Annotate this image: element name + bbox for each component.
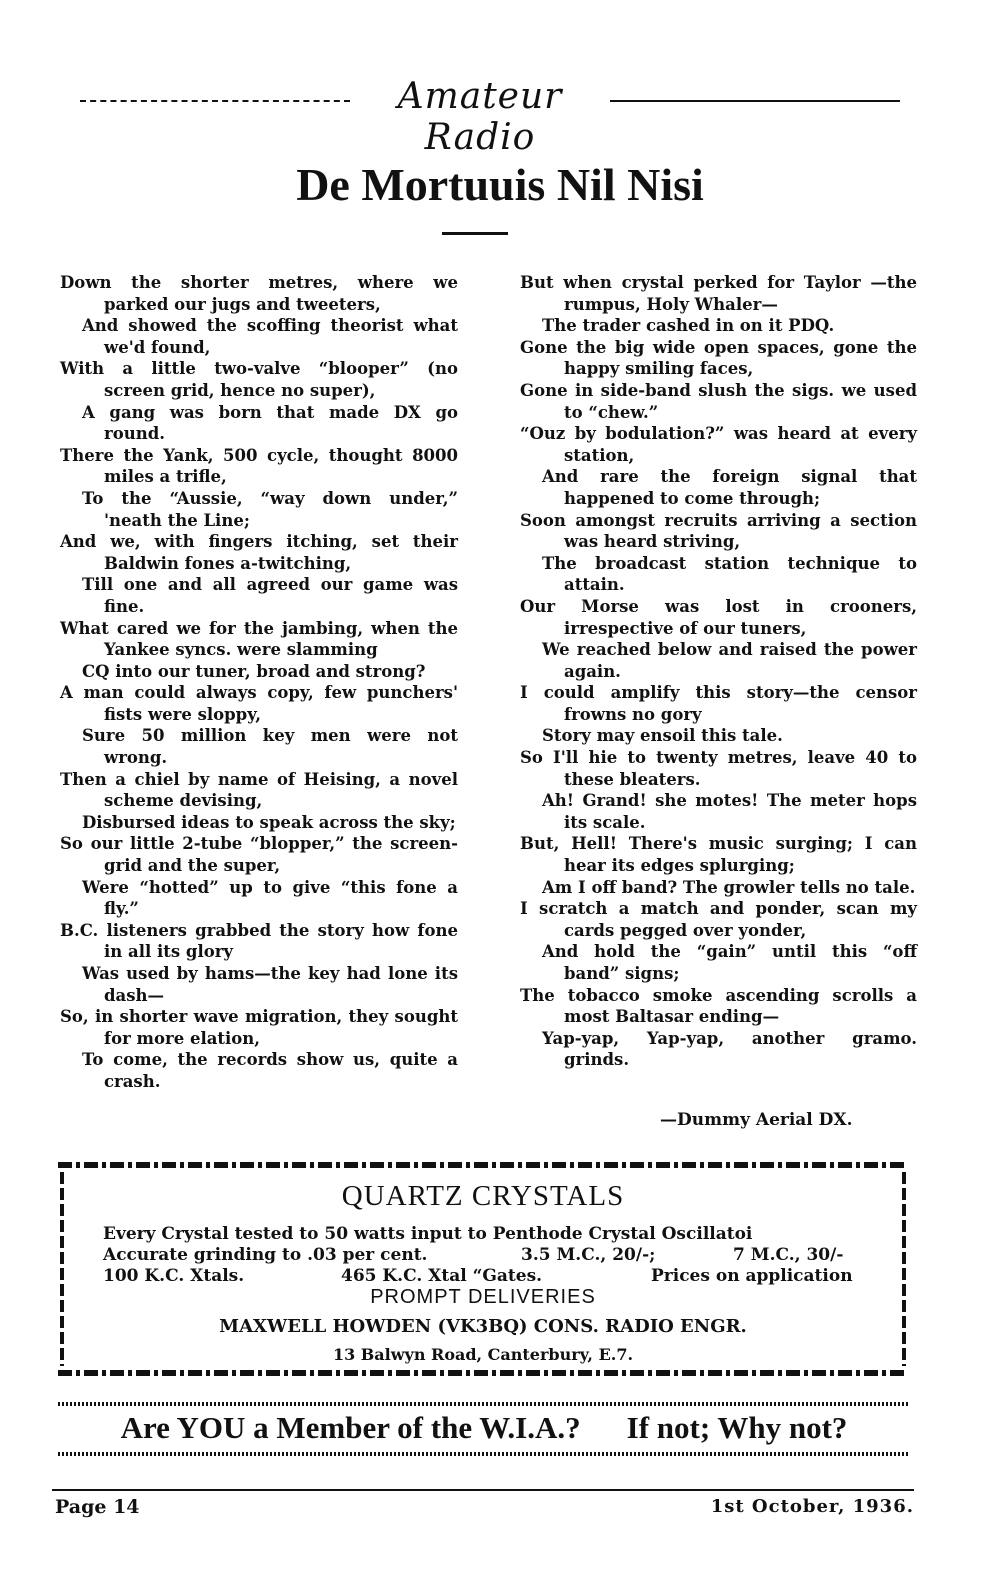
masthead-rule-left	[80, 100, 350, 102]
poem-line: To come, the records show us, quite a crash.	[82, 1050, 458, 1091]
poem-line: Our Morse was lost in crooners, irrespective of our tuners,	[520, 596, 917, 638]
author-signature: —Dummy Aerial DX.	[660, 1110, 853, 1130]
ad-line-1-text: Every Crystal tested to 50 watts input to Penthode Crystal Oscillatoi	[103, 1224, 753, 1244]
poem-line: Story may ensoil this tale.	[542, 726, 783, 746]
poem-line: B.C. listeners grabbed the story how fone in all its glory	[60, 920, 458, 962]
ad-line-2-a: Accurate grinding to .03 per cent.	[103, 1245, 428, 1265]
poem-line: Down the shorter metres, where we parked our jugs and tweeters,	[60, 273, 458, 314]
poem-line: And we, with fingers itching, set their Baldwin fones a-twitching,	[60, 532, 458, 573]
poem-line: So, in shorter wave migration, they sought for more elation,	[60, 1007, 458, 1048]
poem-left-column	[60, 272, 458, 1093]
poem-line: What cared we for the jambing, when the Yankee syncs. were slamming	[60, 618, 458, 660]
ad-border-bottom	[58, 1370, 908, 1376]
poem-line: I could amplify this story—the censor frowns no gory	[520, 683, 917, 724]
poem-line: The trader cashed in on it PDQ.	[542, 316, 835, 336]
title-divider	[442, 232, 508, 235]
poem-line: Disbursed ideas to speak across the sky;	[82, 812, 456, 832]
poem-line: Yap-yap, Yap-yap, another gramo. grinds.	[542, 1028, 917, 1070]
poem-line: To the “Aussie, “way down under,” 'neath the Line;	[82, 488, 458, 530]
quartz-crystals-advertisement	[58, 1162, 908, 1376]
poem-line: “Ouz by bodulation?” was heard at every station,	[520, 424, 917, 465]
poem-line: Then a chiel by name of Heising, a novel scheme devising,	[60, 769, 458, 811]
poem-line: Am I off band? The growler tells no tale.	[542, 877, 916, 897]
ad-line-3-b: 465 K.C. Xtal “Gates.	[341, 1266, 543, 1286]
poem-line: Gone in side-band slush the sigs. we used to “chew.”	[520, 380, 917, 422]
ad-title: QUARTZ CRYSTALS	[341, 1180, 625, 1212]
poem-line: So I'll hie to twenty metres, leave 40 to these bleaters.	[520, 748, 917, 789]
issue-date: 1st October, 1936.	[710, 1496, 914, 1517]
poem-line: And rare the foreign signal that happened to come through;	[542, 467, 917, 508]
poem-line: A gang was born that made DX go round.	[82, 402, 458, 444]
poem-line: Sure 50 million key men were not wrong.	[82, 726, 458, 768]
poem-line: But when crystal perked for Taylor —the rumpus, Holy Whaler—	[520, 273, 917, 314]
membership-rule-bottom	[58, 1452, 910, 1456]
ad-line-3-a: 100 K.C. Xtals.	[103, 1266, 245, 1286]
ad-prompt-deliveries: PROMPT DELIVERIES	[370, 1286, 596, 1308]
page-number: Page 14	[55, 1496, 140, 1518]
ad-line-2-c: 7 M.C., 30/-	[733, 1245, 844, 1265]
ad-company-name: MAXWELL HOWDEN (VK3BQ) CONS. RADIO ENGR.	[219, 1316, 747, 1337]
poem-line: But, Hell! There's music surging; I can hear its edges splurging;	[520, 834, 917, 876]
poem-line: Gone the big wide open spaces, gone the happy smiling faces,	[520, 337, 917, 379]
poem-line: Ah! Grand! she motes! The meter hops its scale.	[542, 791, 917, 832]
poem-line: Till one and all agreed our game was fine.	[82, 575, 458, 616]
membership-question: Are YOU a Member of the W.I.A.?	[120, 1410, 581, 1445]
masthead	[75, 76, 925, 158]
ad-border-top	[58, 1162, 908, 1168]
poem-right-column	[520, 272, 917, 1071]
masthead-rule-right	[610, 100, 900, 102]
poem-line: We reached below and raised the power again.	[542, 640, 917, 681]
poem-line: And hold the “gain” until this “off band” signs;	[542, 942, 917, 983]
poem-line: The tobacco smoke ascending scrolls a most Baltasar ending—	[520, 985, 917, 1027]
poem-line: With a little two-valve “blooper” (no screen grid, hence no super),	[60, 359, 458, 400]
ad-line-2-b: 3.5 M.C., 20/-;	[521, 1245, 656, 1265]
poem-line: So our little 2-tube “blopper,” the screen-grid and the super,	[60, 834, 458, 876]
poem-line: There the Yank, 500 cycle, thought 8000 miles a trifle,	[60, 445, 458, 487]
poem-line: The broadcast station technique to attain.	[542, 553, 917, 595]
poem-line: CQ into our tuner, broad and strong?	[82, 661, 426, 681]
footer-rule	[52, 1489, 914, 1491]
poem-line: Was used by hams—the key had lone its dash—	[82, 964, 458, 1005]
membership-banner	[58, 1410, 910, 1446]
poem-line: Soon amongst recruits arriving a section was heard striving,	[520, 510, 917, 552]
poem-line: And showed the scoffing theorist what we'd found,	[82, 316, 458, 357]
poem-line: Were “hotted” up to give “this fone a fly.”	[82, 877, 458, 919]
poem-line: I scratch a match and ponder, scan my cards pegged over yonder,	[520, 899, 917, 940]
poem-line: A man could always copy, few punchers' fists were sloppy,	[60, 683, 458, 724]
ad-address: 13 Balwyn Road, Canterbury, E.7.	[332, 1345, 634, 1364]
masthead-title: Amateur Radio	[397, 76, 563, 158]
ad-line-3-c: Prices on application	[651, 1266, 853, 1286]
article-title: De Mortuuis Nil Nisi	[296, 159, 704, 210]
membership-followup: If not; Why not?	[626, 1410, 848, 1445]
membership-rule-top	[58, 1402, 910, 1406]
